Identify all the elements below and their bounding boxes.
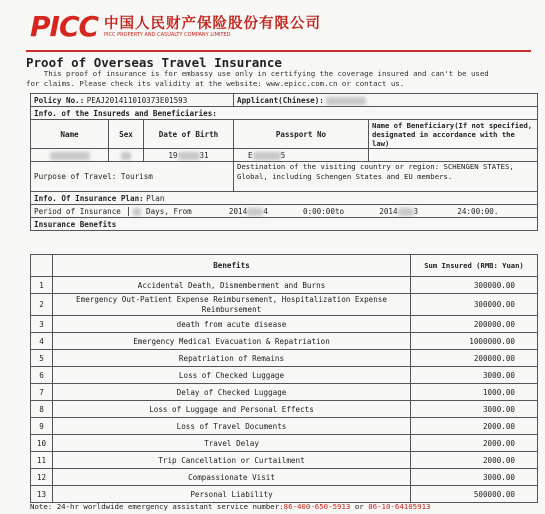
logo-text: PICC [30, 10, 99, 43]
benefit-no: 5 [31, 350, 53, 367]
period-cell [31, 205, 538, 218]
col-name: Name [31, 120, 109, 149]
to-date-prefix: 2014 [379, 206, 398, 216]
benefit-no: 11 [31, 452, 53, 469]
benefit-sum: 1000.00 [411, 384, 538, 401]
emergency-note [30, 502, 537, 511]
benefit-no: 13 [31, 486, 53, 503]
company-name-cn: 中国人民财产保险股份有限公司 [104, 15, 322, 32]
intro-line: for claims. Please check its validity at the website: www.epicc.com.cn or contact us. [26, 79, 405, 88]
benefit-no: 2 [31, 294, 53, 316]
applicant-cell [234, 94, 538, 107]
policy-no-value: PEAJ201411010373E01593 [86, 95, 188, 105]
redacted-sex [121, 152, 131, 160]
header-divider [26, 50, 531, 52]
benefit-row [31, 435, 538, 452]
benefit-name: Emergency Medical Evacuation & Repatriation [53, 333, 411, 350]
benefit-row [31, 469, 538, 486]
redacted-dob [178, 152, 200, 160]
insured-section-label: Info. of the Insureds and Beneficiaries: [31, 107, 538, 120]
col-sex: Sex [109, 120, 144, 149]
benefit-sum: 2000.00 [411, 452, 538, 469]
policy-no-cell [31, 94, 234, 107]
benefit-sum: 3000.00 [411, 401, 538, 418]
insured-beneficiary [369, 149, 538, 162]
picc-logo [30, 10, 321, 44]
intro-line: This proof of insurance is for embassy use only in certifying the coverage insured and can't be used [26, 69, 489, 78]
phone-primary[interactable]: 86-400-650-5913 [283, 502, 351, 511]
period-days-text: Days, From [146, 206, 192, 216]
note-or: or [350, 502, 369, 511]
from-date-suffix: 4 [263, 206, 268, 216]
benefit-row [31, 316, 538, 333]
phone-secondary[interactable]: 86-10-64105913 [368, 502, 431, 511]
benefit-name: Personal Liability [53, 486, 411, 503]
passport-suffix: 5 [280, 150, 286, 160]
benefit-name: Trip Cancellation or Curtailment [53, 452, 411, 469]
benefit-no: 4 [31, 333, 53, 350]
benefits-table [30, 254, 537, 503]
benefit-sum: 200000.00 [411, 316, 538, 333]
benefit-sum: 300000.00 [411, 277, 538, 294]
company-name-en: PICC PROPERTY AND CASUALTY COMPANY LIMITED [104, 31, 231, 38]
benefit-sum: 200000.00 [411, 350, 538, 367]
benefit-row [31, 277, 538, 294]
benefit-no: 10 [31, 435, 53, 452]
redacted-name [50, 152, 90, 160]
from-time: 0:00:00to [302, 206, 345, 216]
redacted-from-date [247, 208, 263, 216]
benefit-no: 9 [31, 418, 53, 435]
insured-dob [144, 149, 234, 162]
benefit-row [31, 384, 538, 401]
plan-label: Info. Of Insurance Plan: [34, 193, 144, 203]
col-beneficiary: Name of Beneficiary(If not specified, designated in accordance with the law) [369, 120, 538, 149]
benefit-no: 1 [31, 277, 53, 294]
benefit-row [31, 486, 538, 503]
benefit-sum: 500000.00 [411, 486, 538, 503]
benefit-name: Loss of Luggage and Personal Effects [53, 401, 411, 418]
benefit-no: 7 [31, 384, 53, 401]
benefit-row [31, 333, 538, 350]
benefit-no: 8 [31, 401, 53, 418]
policy-no-label: Policy No.: [34, 95, 85, 105]
company-name [104, 16, 321, 39]
insured-name [31, 149, 109, 162]
insured-info-table [30, 93, 537, 231]
dob-suffix: 31 [199, 150, 209, 160]
to-time: 24:00:00. [457, 206, 499, 216]
benefit-row [31, 452, 538, 469]
col-sum-insured: Sum Insured (RMB: Yuan) [411, 255, 538, 277]
benefit-name: death from acute disease [53, 316, 411, 333]
benefit-name: Repatriation of Remains [53, 350, 411, 367]
applicant-label: Applicant(Chinese): [237, 95, 324, 105]
note-prefix: Note: 24-hr worldwide emergency assistant service number: [30, 502, 284, 511]
benefit-name: Loss of Travel Documents [53, 418, 411, 435]
benefit-row [31, 401, 538, 418]
insured-passport [234, 149, 369, 162]
benefit-no: 6 [31, 367, 53, 384]
benefit-row [31, 367, 538, 384]
redacted-days [133, 208, 141, 216]
col-dob: Date of Birth [144, 120, 234, 149]
benefit-no: 12 [31, 469, 53, 486]
benefit-sum: 3000.00 [411, 469, 538, 486]
benefits-section-label: Insurance Benefits [31, 218, 538, 231]
benefit-name: Loss of Checked Luggage [53, 367, 411, 384]
plan-cell [31, 192, 538, 205]
redacted-applicant [326, 97, 366, 105]
insured-sex [109, 149, 144, 162]
benefit-row [31, 350, 538, 367]
purpose-of-travel: Purpose of Travel: Tourism [31, 162, 234, 192]
period-label: Period of Insurance [34, 206, 121, 216]
benefit-row [31, 294, 538, 316]
redacted-to-date [398, 208, 414, 216]
benefit-name: Compassionate Visit [53, 469, 411, 486]
benefit-sum: 2000.00 [411, 418, 538, 435]
benefit-name: Accidental Death, Dismemberment and Burns [53, 277, 411, 294]
benefit-name: Travel Delay [53, 435, 411, 452]
benefit-name: Delay of Checked Luggage [53, 384, 411, 401]
destination: Destination of the visiting country or region: SCHENGEN STATES, Global, including Schengen States and EU members. [234, 162, 538, 192]
benefit-sum: 300000.00 [411, 294, 538, 316]
plan-value: Plan [146, 193, 165, 203]
col-no [31, 255, 53, 277]
from-date-prefix: 2014 [228, 206, 248, 216]
benefit-no: 3 [31, 316, 53, 333]
benefit-sum: 1000000.00 [411, 333, 538, 350]
benefit-row [31, 418, 538, 435]
intro-paragraph [26, 69, 526, 89]
benefit-name: Emergency Out-Patient Expense Reimbursement, Hospitalization Expense Reimbursement [53, 294, 411, 316]
dob-prefix: 19 [168, 150, 178, 160]
document-title: Proof of Overseas Travel Insurance [26, 55, 282, 70]
redacted-passport [253, 152, 281, 160]
passport-prefix: E [248, 150, 253, 160]
benefit-sum: 3000.00 [411, 367, 538, 384]
col-benefits: Benefits [53, 255, 411, 277]
to-date-suffix: 3 [413, 206, 419, 216]
benefit-sum: 2000.00 [411, 435, 538, 452]
col-passport: Passport No [234, 120, 369, 149]
